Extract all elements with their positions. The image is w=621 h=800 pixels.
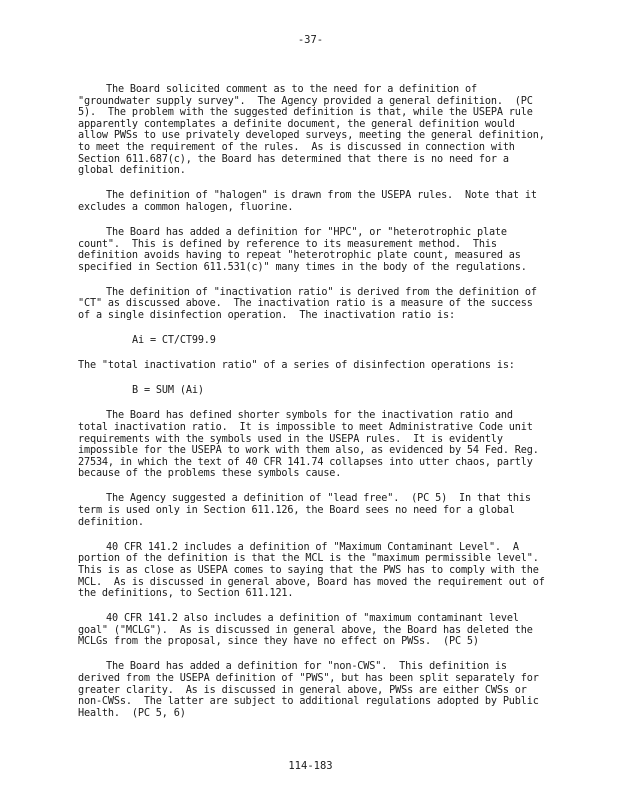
formula-inactivation-ratio: Ai = CT/CT99.9 bbox=[132, 335, 216, 347]
paragraph-inactivation-ratio: The definition of "inactivation ratio" is derived from the definition of "CT" as discussed above. The inactivation ratio is a measure of the success of a single disinfection operation. The inactivation ratio is: bbox=[78, 286, 543, 321]
paragraph-mclg: 40 CFR 141.2 also includes a definition of "maximum contaminant level goal" ("MCLG"). As is discussed in general above, the Board has deleted the MCLGs from the proposal, since they have no effect on PWSs. (PC 5) bbox=[78, 613, 539, 648]
paragraph-hpc: The Board has added a definition for "HPC", or "heterotrophic plate count". This is defined by reference to its measurement method. This definition avoids having to repeat "heterotrophic plate count, measured as specified in Section 611.531(c)" many times in the body of the regulations. bbox=[78, 226, 527, 273]
page-number: -37- bbox=[297, 34, 324, 46]
page-footer: 114-183 bbox=[288, 760, 333, 772]
formula-total-inactivation: B = SUM (Ai) bbox=[132, 385, 204, 397]
paragraph-total-inactivation: The "total inactivation ratio" of a series of disinfection operations is: bbox=[78, 360, 515, 372]
paragraph-non-cws: The Board has added a definition for "non-CWS". This definition is derived from the USEPA definition of "PWS", but has been split separately for greater clarity. As is discussed in general above, PWSs are either CWSs or non-CWSs. The latter are subject to additional regulations adopted by Public Health. (PC 5, 6) bbox=[78, 661, 545, 719]
paragraph-halogen: The definition of "halogen" is drawn from the USEPA rules. Note that it excludes a common halogen, fluorine. bbox=[78, 190, 543, 213]
paragraph-lead-free: The Agency suggested a definition of "lead free". (PC 5) In that this term is used only in Section 611.126, the Board sees no need for a global definition. bbox=[78, 493, 537, 528]
paragraph-groundwater-survey: The Board solicited comment as to the need for a definition of "groundwater supply survey". The Agency provided a general definition. (PC 5). The problem with the suggested definition is that, while the USEPA rule apparently contemplates a definite document, the general definition would allow PWSs to use privately developed surveys, meeting the general definition, to meet the requirement of the rules. As is discussed in connection with Section 611.687(c), the Board has determined that there is no need for a global definition. bbox=[78, 84, 551, 177]
paragraph-shorter-symbols: The Board has defined shorter symbols for the inactivation ratio and total inactivation ratio. It is impossible to meet Administrative Code unit requirements with the symbols used in the USEPA rules. It is evidently impossible for the USEPA to work with them also, as evidenced by 54 Fed. Reg. 27534, in which the text of 40 CFR 141.74 collapses into utter chaos, partly because of the problems these symbols cause. bbox=[78, 410, 545, 480]
document-body bbox=[78, 84, 551, 733]
paragraph-mcl: 40 CFR 141.2 includes a definition of "Maximum Contaminant Level". A portion of the definition is that the MCL is the "maximum permissible level". This is as close as USEPA comes to saying that the PWS has to comply with the MCL. As is discussed in general above, Board has moved the requirement out of the definitions, to Section 611.121. bbox=[78, 541, 551, 600]
